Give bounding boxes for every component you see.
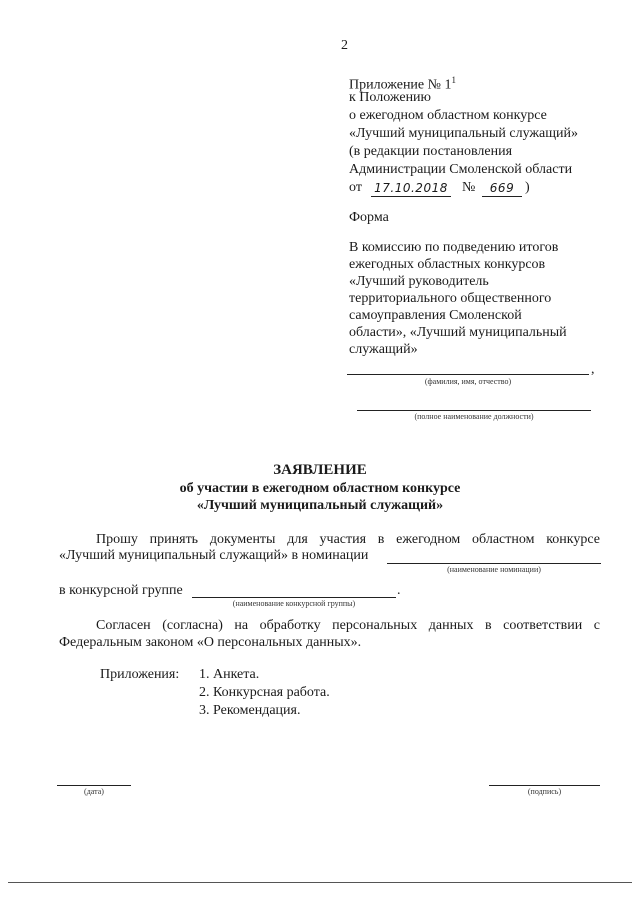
request-line-1: Прошу принять документы для участия в ежегодном областном конкурсе — [96, 532, 600, 547]
fio-comma: , — [591, 362, 595, 377]
from-label: от — [349, 180, 362, 195]
group-label: в конкурсной группе — [59, 583, 183, 598]
appendix-line: (в редакции постановления — [349, 144, 513, 159]
appendix-title — [349, 72, 629, 93]
document-subtitle-1: об участии в ежегодном областном конкурсе — [179, 481, 461, 496]
addressee-line: «Лучший руководитель — [349, 274, 489, 289]
appendix-line: к Положению — [349, 90, 432, 105]
attachments-list — [199, 667, 330, 721]
close-paren: ) — [525, 180, 530, 195]
group-period: . — [397, 583, 401, 598]
appendix-line: Администрации Смоленской области — [349, 162, 573, 177]
signature-field-line[interactable] — [489, 785, 600, 786]
attachment-item: 1. Анкета. — [199, 667, 260, 682]
date-field-line[interactable] — [57, 785, 131, 786]
document-title: ЗАЯВЛЕНИЕ — [273, 462, 367, 478]
page-bottom-rule — [8, 882, 632, 883]
fio-field-line[interactable] — [347, 374, 589, 375]
appendix-line: «Лучший муниципальный служащий» — [349, 126, 579, 141]
nomination-caption: (наименование номинации) — [447, 565, 541, 574]
addressee-line: области», «Лучший муниципальный — [349, 325, 567, 340]
attachment-item: 2. Конкурсная работа. — [199, 685, 330, 700]
position-caption: (полное наименование должности) — [414, 412, 534, 421]
addressee-line: В комиссию по подведению итогов — [349, 240, 559, 255]
form-label: Форма — [349, 210, 389, 225]
handwritten-number: 669 — [482, 180, 522, 197]
appendix-block — [349, 72, 629, 198]
date-caption: (дата) — [84, 787, 104, 796]
position-field-line[interactable] — [357, 410, 591, 411]
appendix-line: о ежегодном областном конкурсе — [349, 108, 547, 123]
addressee-line: служащий» — [349, 342, 418, 357]
attachments-label: Приложения: — [100, 667, 180, 682]
addressee-line: ежегодных областных конкурсов — [349, 257, 546, 272]
request-line-2: «Лучший муниципальный служащий» в номинации — [59, 548, 369, 563]
attachment-item: 3. Рекомендация. — [199, 703, 301, 718]
page-number: 2 — [341, 38, 348, 53]
fio-caption: (фамилия, имя, отчество) — [424, 377, 512, 386]
consent-line-2: Федеральным законом «О персональных данных». — [59, 635, 362, 650]
number-label: № — [462, 180, 476, 195]
appendix-date-line — [349, 180, 629, 198]
addressee-block — [349, 240, 629, 359]
document-subtitle-2: «Лучший муниципальный служащий» — [196, 498, 444, 513]
appendix-footnote-mark: 1 — [451, 75, 456, 85]
group-field-line[interactable] — [192, 597, 396, 598]
appendix-title-text: Приложение № 1 — [349, 77, 452, 93]
signature-caption: (подпись) — [527, 787, 562, 796]
group-caption: (наименование конкурсной группы) — [232, 599, 356, 608]
consent-line-1: Согласен (согласна) на обработку персональных данных в соответствии с — [96, 618, 600, 633]
addressee-line: территориального общественного — [349, 291, 552, 306]
nomination-field-line[interactable] — [387, 563, 601, 564]
addressee-line: самоуправления Смоленской — [349, 308, 522, 323]
handwritten-date: 17.10.2018 — [371, 180, 451, 197]
